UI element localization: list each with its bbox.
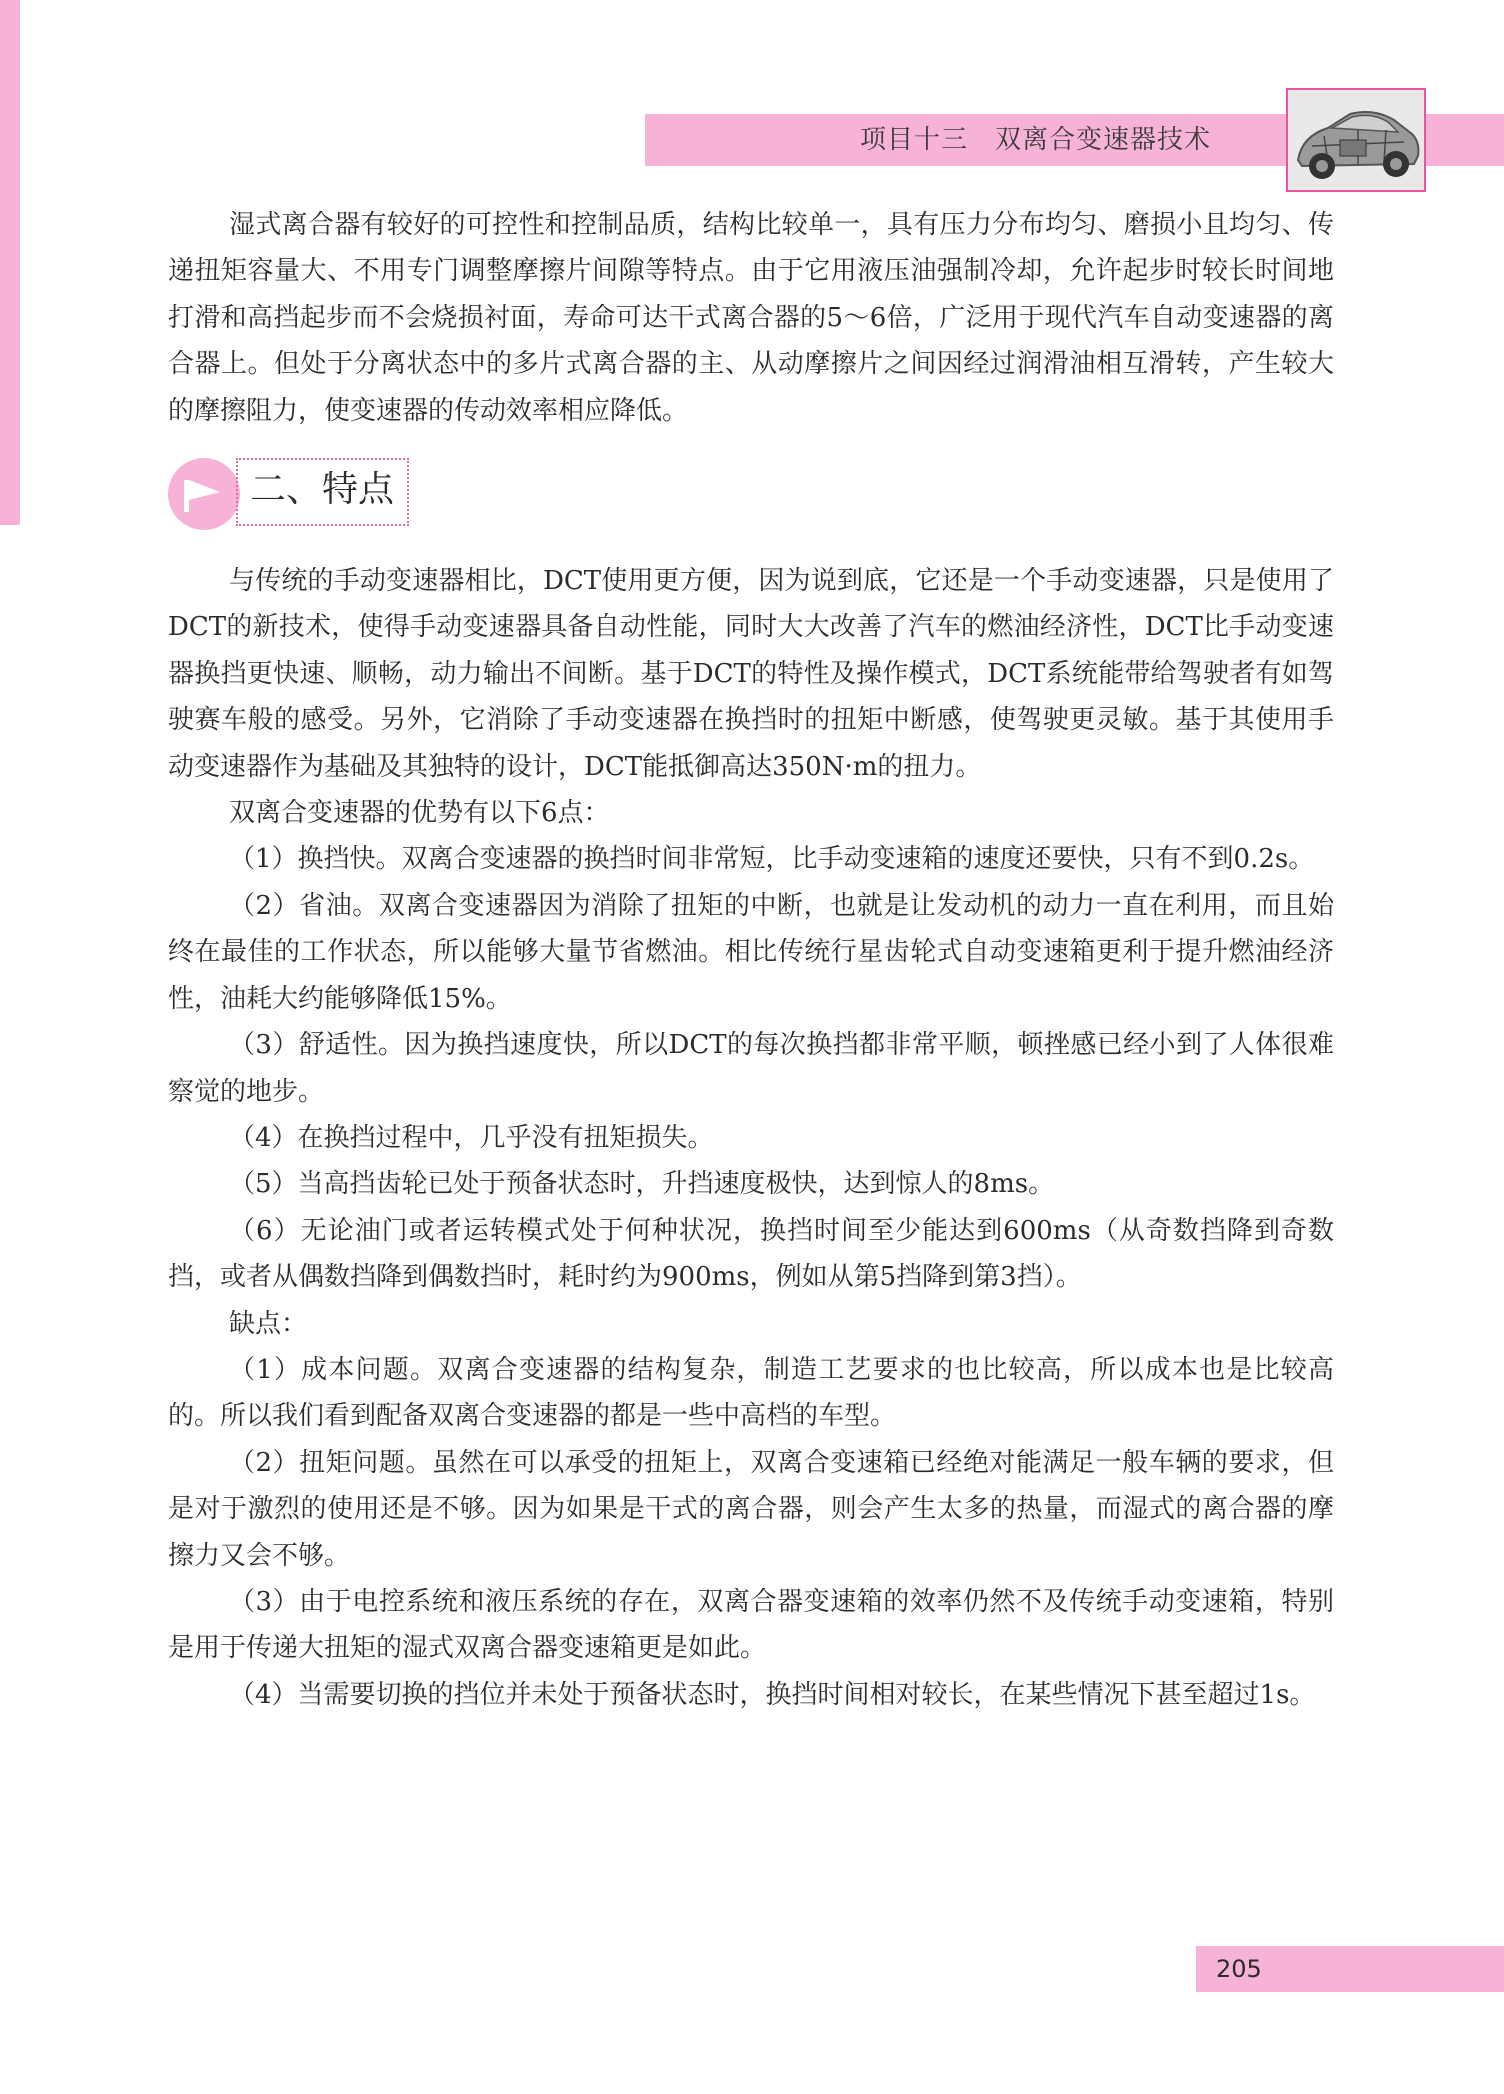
left-margin-bar xyxy=(0,0,20,525)
list-item: （4）当需要切换的挡位并未处于预备状态时，换挡时间相对较长，在某些情况下甚至超过1s。 xyxy=(229,1679,1316,1710)
intro-paragraph: 湿式离合器有较好的可控性和控制品质，结构比较单一，具有压力分布均匀、磨损小且均匀、传递扭矩容量大、不用专门调整摩擦片间隙等特点。由于它用液压油强制冷却，允许起步时较长时间地打滑和高挡起步而不会烧损衬面，寿命可达干式离合器的5～6倍，广泛用于现代汽车自动变速器的离合器上。但处于分离状态中的多片式离合器的主、从动摩擦片之间因经过润滑油相互滑转，产生较大的摩擦阻力，使变速器的传动效率相应降低。 xyxy=(168,210,1334,426)
flag-icon xyxy=(168,458,240,530)
page-content xyxy=(168,202,1334,1718)
list-item: （5）当高挡齿轮已处于预备状态时，升挡速度极快，达到惊人的8ms。 xyxy=(229,1169,1055,1200)
paragraph: 缺点： xyxy=(229,1308,308,1339)
chapter-title: 项目十三 双离合变速器技术 xyxy=(860,125,1212,155)
section-heading xyxy=(168,434,1334,558)
list-item: （2）省油。双离合变速器因为消除了扭矩的中断，也就是让发动机的动力一直在利用，而且始终在最佳的工作状态，所以能够大量节省燃油。相比传统行星齿轮式自动变速箱更利于提升燃油经济性，油耗大约能够降低15%。 xyxy=(168,890,1334,1014)
list-item: （1）成本问题。双离合变速器的结构复杂，制造工艺要求的也比较高，所以成本也是比较高的。所以我们看到配备双离合变速器的都是一些中高档的车型。 xyxy=(168,1354,1334,1432)
list-item: （1）换挡快。双离合变速器的换挡时间非常短，比手动变速箱的速度还要快，只有不到0.2s。 xyxy=(229,844,1315,875)
car-cutaway-image xyxy=(1286,88,1426,192)
paragraph: 与传统的手动变速器相比，DCT使用更方便，因为说到底，它还是一个手动变速器，只是使用了DCT的新技术，使得手动变速器具备自动性能，同时大大改善了汽车的燃油经济性，DCT比手动变速器换挡更快速、顺畅，动力输出不间断。基于DCT的特性及操作模式，DCT系统能带给驾驶者有如驾驶赛车般的感受。另外，它消除了手动变速器在换挡时的扭矩中断感，使驾驶更灵敏。基于其使用手动变速器作为基础及其独特的设计，DCT能抵御高达350N·m的扭力。 xyxy=(168,566,1334,782)
page-number: 205 xyxy=(1216,1955,1262,1983)
car-icon xyxy=(1288,90,1424,190)
list-item: （6）无论油门或者运转模式处于何种状况，换挡时间至少能达到600ms（从奇数挡降到奇数挡，或者从偶数挡降到偶数挡时，耗时约为900ms，例如从第5挡降到第3挡）。 xyxy=(168,1215,1334,1293)
section-title: 二、特点 xyxy=(250,469,395,511)
paragraph: 双离合变速器的优势有以下6点： xyxy=(229,798,610,829)
list-item: （3）舒适性。因为换挡速度快，所以DCT的每次换挡都非常平顺，顿挫感已经小到了人体很难察觉的地步。 xyxy=(168,1030,1334,1107)
list-item: （3）由于电控系统和液压系统的存在，双离合器变速箱的效率仍然不及传统手动变速箱，特别是用于传递大扭矩的湿式双离合器变速箱更是如此。 xyxy=(168,1586,1334,1664)
list-item: （4）在换挡过程中，几乎没有扭矩损失。 xyxy=(229,1122,714,1153)
list-item: （2）扭矩问题。虽然在可以承受的扭矩上，双离合变速箱已经绝对能满足一般车辆的要求，但是对于激烈的使用还是不够。因为如果是干式的离合器，则会产生太多的热量，而湿式的离合器的摩擦力又会不够。 xyxy=(168,1447,1334,1571)
